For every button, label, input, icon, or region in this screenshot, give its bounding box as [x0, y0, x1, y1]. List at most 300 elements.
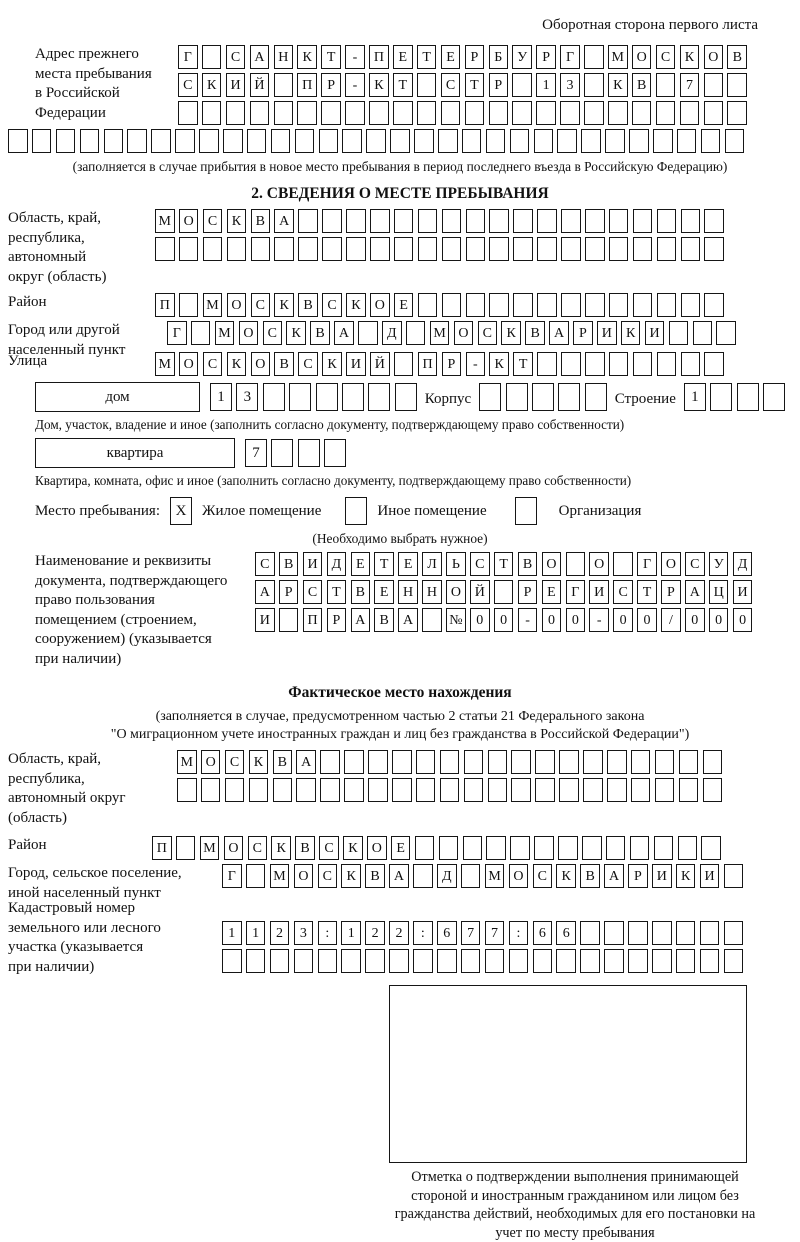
char-row[interactable]	[177, 750, 722, 774]
char-cell[interactable]: К	[343, 836, 363, 860]
char-cell[interactable]	[513, 209, 533, 233]
char-cell[interactable]: -	[518, 608, 538, 632]
char-cell[interactable]: К	[489, 352, 509, 376]
char-cell[interactable]: К	[556, 864, 576, 888]
char-cell[interactable]	[561, 293, 581, 317]
char-cell[interactable]	[179, 293, 199, 317]
char-cell[interactable]: К	[202, 73, 222, 97]
char-cell[interactable]: С	[255, 552, 275, 576]
char-cell[interactable]	[486, 836, 506, 860]
char-cell[interactable]: Т	[374, 552, 394, 576]
char-cell[interactable]	[464, 778, 484, 802]
char-cell[interactable]: Р	[518, 580, 538, 604]
char-cell[interactable]	[676, 949, 696, 973]
char-cell[interactable]	[509, 949, 529, 973]
char-cell[interactable]	[416, 778, 436, 802]
char-cell[interactable]: Г	[167, 321, 187, 345]
char-cell[interactable]: 0	[637, 608, 657, 632]
char-cell[interactable]	[609, 209, 629, 233]
checkbox-other-premises[interactable]	[345, 497, 367, 525]
char-cell[interactable]	[584, 101, 604, 125]
char-cell[interactable]	[297, 101, 317, 125]
char-cell[interactable]: А	[398, 608, 418, 632]
char-cell[interactable]: В	[632, 73, 652, 97]
char-cell[interactable]: М	[177, 750, 197, 774]
char-cell[interactable]: Н	[398, 580, 418, 604]
char-cell[interactable]: 1	[246, 921, 266, 945]
char-cell[interactable]: Б	[489, 45, 509, 69]
char-cell[interactable]	[479, 383, 501, 411]
char-row[interactable]	[152, 836, 721, 860]
char-cell[interactable]	[609, 237, 629, 261]
char-cell[interactable]: К	[680, 45, 700, 69]
char-cell[interactable]	[725, 129, 745, 153]
char-cell[interactable]: К	[369, 73, 389, 97]
char-cell[interactable]	[704, 101, 724, 125]
char-cell[interactable]	[442, 237, 462, 261]
char-cell[interactable]: А	[351, 608, 371, 632]
char-cell[interactable]	[633, 352, 653, 376]
char-cell[interactable]	[583, 778, 603, 802]
char-cell[interactable]	[724, 949, 744, 973]
char-cell[interactable]: С	[613, 580, 633, 604]
char-cell[interactable]	[225, 778, 245, 802]
char-cell[interactable]	[535, 750, 555, 774]
char-cell[interactable]: М	[155, 352, 175, 376]
char-cell[interactable]	[223, 129, 243, 153]
char-cell[interactable]: С	[533, 864, 553, 888]
char-cell[interactable]	[609, 352, 629, 376]
char-cell[interactable]	[631, 778, 651, 802]
char-cell[interactable]	[324, 439, 346, 467]
char-cell[interactable]	[710, 383, 732, 411]
char-cell[interactable]	[585, 293, 605, 317]
char-cell[interactable]	[613, 552, 633, 576]
char-cell[interactable]: 0	[566, 608, 586, 632]
char-cell[interactable]	[513, 237, 533, 261]
char-row[interactable]	[8, 129, 800, 153]
char-cell[interactable]	[652, 949, 672, 973]
char-cell[interactable]	[465, 101, 485, 125]
char-cell[interactable]: О	[239, 321, 259, 345]
char-cell[interactable]: Г	[566, 580, 586, 604]
char-cell[interactable]	[227, 237, 247, 261]
char-cell[interactable]: Г	[178, 45, 198, 69]
char-cell[interactable]	[559, 778, 579, 802]
char-cell[interactable]: И	[597, 321, 617, 345]
char-cell[interactable]	[462, 129, 482, 153]
char-cell[interactable]	[488, 750, 508, 774]
char-cell[interactable]	[271, 129, 291, 153]
char-cell[interactable]: О	[224, 836, 244, 860]
char-cell[interactable]	[557, 129, 577, 153]
char-cell[interactable]	[298, 209, 318, 233]
char-row[interactable]	[222, 949, 743, 973]
char-cell[interactable]: Е	[374, 580, 394, 604]
char-cell[interactable]	[585, 237, 605, 261]
char-cell[interactable]: М	[485, 864, 505, 888]
char-cell[interactable]: 6	[533, 921, 553, 945]
char-cell[interactable]	[418, 237, 438, 261]
char-cell[interactable]: В	[374, 608, 394, 632]
char-cell[interactable]	[607, 750, 627, 774]
char-cell[interactable]	[56, 129, 76, 153]
char-cell[interactable]: С	[478, 321, 498, 345]
char-cell[interactable]	[558, 836, 578, 860]
char-cell[interactable]: :	[413, 921, 433, 945]
char-cell[interactable]: 6	[556, 921, 576, 945]
char-cell[interactable]	[249, 778, 269, 802]
char-cell[interactable]	[513, 293, 533, 317]
char-cell[interactable]	[506, 383, 528, 411]
char-cell[interactable]	[724, 864, 744, 888]
char-cell[interactable]: Е	[391, 836, 411, 860]
char-cell[interactable]	[510, 836, 530, 860]
char-cell[interactable]: Т	[321, 45, 341, 69]
char-cell[interactable]	[274, 101, 294, 125]
char-cell[interactable]	[657, 209, 677, 233]
char-cell[interactable]	[250, 101, 270, 125]
char-cell[interactable]	[344, 778, 364, 802]
char-cell[interactable]	[656, 101, 676, 125]
char-cell[interactable]	[536, 101, 556, 125]
char-cell[interactable]	[32, 129, 52, 153]
char-cell[interactable]	[704, 352, 724, 376]
char-cell[interactable]	[274, 237, 294, 261]
char-cell[interactable]: С	[178, 73, 198, 97]
char-cell[interactable]	[393, 101, 413, 125]
char-cell[interactable]	[704, 237, 724, 261]
char-cell[interactable]: Й	[370, 352, 390, 376]
char-cell[interactable]: Р	[628, 864, 648, 888]
char-cell[interactable]	[202, 101, 222, 125]
char-cell[interactable]	[392, 778, 412, 802]
char-cell[interactable]: А	[685, 580, 705, 604]
char-cell[interactable]	[669, 321, 689, 345]
char-cell[interactable]	[560, 101, 580, 125]
char-cell[interactable]	[515, 497, 537, 525]
char-cell[interactable]: А	[250, 45, 270, 69]
char-cell[interactable]	[657, 237, 677, 261]
char-row[interactable]	[167, 321, 736, 345]
char-cell[interactable]: -	[589, 608, 609, 632]
char-cell[interactable]	[606, 836, 626, 860]
char-cell[interactable]	[191, 321, 211, 345]
char-row[interactable]	[178, 101, 747, 125]
char-cell[interactable]: С	[303, 580, 323, 604]
char-row[interactable]	[684, 383, 785, 411]
char-cell[interactable]	[417, 73, 437, 97]
char-cell[interactable]: А	[389, 864, 409, 888]
char-cell[interactable]	[537, 352, 557, 376]
char-cell[interactable]: 1	[536, 73, 556, 97]
char-cell[interactable]	[298, 439, 320, 467]
char-cell[interactable]: К	[608, 73, 628, 97]
char-cell[interactable]	[442, 209, 462, 233]
char-cell[interactable]: С	[226, 45, 246, 69]
char-cell[interactable]	[294, 949, 314, 973]
char-cell[interactable]	[418, 293, 438, 317]
char-cell[interactable]: 7	[461, 921, 481, 945]
char-cell[interactable]: В	[525, 321, 545, 345]
char-cell[interactable]: Е	[394, 293, 414, 317]
char-cell[interactable]: А	[334, 321, 354, 345]
char-cell[interactable]: К	[676, 864, 696, 888]
char-cell[interactable]: Н	[274, 45, 294, 69]
char-cell[interactable]: В	[274, 352, 294, 376]
char-cell[interactable]	[763, 383, 785, 411]
char-cell[interactable]: О	[542, 552, 562, 576]
char-cell[interactable]	[406, 321, 426, 345]
char-row[interactable]	[479, 383, 607, 411]
char-cell[interactable]	[561, 352, 581, 376]
char-cell[interactable]: 0	[542, 608, 562, 632]
char-cell[interactable]	[657, 352, 677, 376]
char-cell[interactable]: П	[152, 836, 172, 860]
char-cell[interactable]: С	[203, 209, 223, 233]
char-cell[interactable]: 2	[365, 921, 385, 945]
char-cell[interactable]	[680, 101, 700, 125]
char-cell[interactable]: В	[310, 321, 330, 345]
char-cell[interactable]: 3	[294, 921, 314, 945]
char-cell[interactable]: О	[179, 352, 199, 376]
char-cell[interactable]: О	[370, 293, 390, 317]
char-cell[interactable]	[703, 750, 723, 774]
char-cell[interactable]: О	[251, 352, 271, 376]
char-cell[interactable]	[251, 237, 271, 261]
char-cell[interactable]	[701, 129, 721, 153]
char-cell[interactable]: Й	[250, 73, 270, 97]
char-cell[interactable]: И	[346, 352, 366, 376]
char-cell[interactable]: М	[215, 321, 235, 345]
char-cell[interactable]	[270, 949, 290, 973]
char-cell[interactable]	[273, 778, 293, 802]
char-cell[interactable]	[580, 949, 600, 973]
char-cell[interactable]	[583, 750, 603, 774]
char-cell[interactable]	[440, 750, 460, 774]
char-cell[interactable]	[489, 101, 509, 125]
char-cell[interactable]	[318, 949, 338, 973]
char-cell[interactable]	[177, 778, 197, 802]
char-cell[interactable]: М	[430, 321, 450, 345]
char-cell[interactable]	[727, 101, 747, 125]
char-cell[interactable]	[389, 949, 409, 973]
checkbox-residential[interactable]	[170, 497, 192, 525]
char-cell[interactable]	[369, 101, 389, 125]
char-row[interactable]	[155, 209, 724, 233]
char-cell[interactable]: Е	[398, 552, 418, 576]
char-cell[interactable]	[416, 750, 436, 774]
char-cell[interactable]: 3	[560, 73, 580, 97]
char-cell[interactable]: Д	[733, 552, 753, 576]
char-cell[interactable]: Р	[465, 45, 485, 69]
char-cell[interactable]	[537, 237, 557, 261]
char-cell[interactable]: С	[248, 836, 268, 860]
char-cell[interactable]: В	[351, 580, 371, 604]
char-cell[interactable]	[394, 237, 414, 261]
char-cell[interactable]: Р	[573, 321, 593, 345]
char-cell[interactable]: 1	[222, 921, 242, 945]
char-cell[interactable]: М	[270, 864, 290, 888]
char-cell[interactable]: М	[200, 836, 220, 860]
char-cell[interactable]	[701, 836, 721, 860]
char-cell[interactable]	[370, 237, 390, 261]
char-cell[interactable]	[365, 949, 385, 973]
char-cell[interactable]: И	[652, 864, 672, 888]
char-cell[interactable]: И	[255, 608, 275, 632]
char-cell[interactable]: С	[322, 293, 342, 317]
char-cell[interactable]: Р	[489, 73, 509, 97]
char-cell[interactable]: 0	[613, 608, 633, 632]
char-cell[interactable]	[202, 45, 222, 69]
char-cell[interactable]	[704, 209, 724, 233]
char-cell[interactable]	[263, 383, 285, 411]
char-cell[interactable]	[703, 778, 723, 802]
char-cell[interactable]	[104, 129, 124, 153]
char-cell[interactable]: В	[273, 750, 293, 774]
char-cell[interactable]: Р	[327, 608, 347, 632]
char-cell[interactable]	[534, 129, 554, 153]
char-cell[interactable]	[535, 778, 555, 802]
char-cell[interactable]	[414, 129, 434, 153]
char-cell[interactable]: И	[589, 580, 609, 604]
char-row[interactable]	[245, 439, 346, 467]
char-cell[interactable]: Е	[351, 552, 371, 576]
char-cell[interactable]	[561, 209, 581, 233]
char-cell[interactable]	[632, 101, 652, 125]
char-cell[interactable]: №	[446, 608, 466, 632]
char-cell[interactable]	[441, 101, 461, 125]
char-row[interactable]	[210, 383, 417, 411]
char-cell[interactable]: В	[251, 209, 271, 233]
char-row[interactable]	[255, 552, 752, 576]
char-cell[interactable]	[438, 129, 458, 153]
char-cell[interactable]: Р	[661, 580, 681, 604]
char-row[interactable]	[222, 921, 743, 945]
char-cell[interactable]	[534, 836, 554, 860]
char-cell[interactable]	[511, 778, 531, 802]
char-cell[interactable]: С	[441, 73, 461, 97]
char-cell[interactable]: В	[298, 293, 318, 317]
char-cell[interactable]	[585, 209, 605, 233]
char-cell[interactable]: К	[227, 352, 247, 376]
char-cell[interactable]: 1	[341, 921, 361, 945]
char-cell[interactable]: Т	[494, 552, 514, 576]
char-cell[interactable]: Ц	[709, 580, 729, 604]
char-cell[interactable]: В	[365, 864, 385, 888]
char-cell[interactable]	[346, 237, 366, 261]
char-cell[interactable]	[607, 778, 627, 802]
char-cell[interactable]	[559, 750, 579, 774]
char-cell[interactable]	[394, 209, 414, 233]
char-cell[interactable]	[631, 750, 651, 774]
char-cell[interactable]: Г	[560, 45, 580, 69]
char-row[interactable]	[177, 778, 722, 802]
char-cell[interactable]: 1	[210, 383, 232, 411]
char-cell[interactable]: К	[621, 321, 641, 345]
char-cell[interactable]: К	[227, 209, 247, 233]
char-cell[interactable]	[201, 778, 221, 802]
char-cell[interactable]: -	[345, 73, 365, 97]
char-cell[interactable]	[319, 129, 339, 153]
char-cell[interactable]	[609, 293, 629, 317]
char-cell[interactable]: :	[509, 921, 529, 945]
char-cell[interactable]	[418, 209, 438, 233]
char-cell[interactable]	[413, 864, 433, 888]
char-cell[interactable]	[342, 129, 362, 153]
char-cell[interactable]: С	[225, 750, 245, 774]
char-cell[interactable]: К	[346, 293, 366, 317]
char-cell[interactable]: И	[303, 552, 323, 576]
char-cell[interactable]	[681, 209, 701, 233]
char-cell[interactable]: А	[274, 209, 294, 233]
char-cell[interactable]	[489, 237, 509, 261]
char-cell[interactable]	[633, 209, 653, 233]
char-cell[interactable]	[370, 209, 390, 233]
char-cell[interactable]	[464, 750, 484, 774]
char-cell[interactable]	[199, 129, 219, 153]
char-cell[interactable]	[693, 321, 713, 345]
char-cell[interactable]: А	[296, 750, 316, 774]
char-cell[interactable]: 3	[236, 383, 258, 411]
char-cell[interactable]	[681, 293, 701, 317]
char-cell[interactable]: Й	[470, 580, 490, 604]
char-cell[interactable]: О	[294, 864, 314, 888]
char-row[interactable]	[155, 352, 724, 376]
char-cell[interactable]	[8, 129, 28, 153]
char-cell[interactable]: -	[466, 352, 486, 376]
char-cell[interactable]	[345, 497, 367, 525]
char-cell[interactable]	[439, 836, 459, 860]
char-cell[interactable]: О	[632, 45, 652, 69]
char-cell[interactable]: М	[155, 209, 175, 233]
char-cell[interactable]: 2	[270, 921, 290, 945]
char-cell[interactable]: О	[201, 750, 221, 774]
char-cell[interactable]	[320, 778, 340, 802]
char-cell[interactable]: Р	[321, 73, 341, 97]
char-row[interactable]	[255, 608, 752, 632]
char-cell[interactable]	[179, 237, 199, 261]
char-cell[interactable]: И	[226, 73, 246, 97]
char-cell[interactable]	[633, 237, 653, 261]
char-cell[interactable]	[537, 209, 557, 233]
char-cell[interactable]: Д	[327, 552, 347, 576]
char-cell[interactable]	[628, 921, 648, 945]
char-cell[interactable]	[630, 836, 650, 860]
char-cell[interactable]: О	[661, 552, 681, 576]
char-cell[interactable]: К	[297, 45, 317, 69]
char-cell[interactable]	[724, 921, 744, 945]
char-cell[interactable]	[466, 237, 486, 261]
char-cell[interactable]	[155, 237, 175, 261]
char-cell[interactable]: Р	[442, 352, 462, 376]
char-cell[interactable]: Т	[513, 352, 533, 376]
char-cell[interactable]	[677, 129, 697, 153]
char-cell[interactable]	[676, 921, 696, 945]
char-cell[interactable]	[561, 237, 581, 261]
char-cell[interactable]: М	[203, 293, 223, 317]
char-cell[interactable]	[511, 750, 531, 774]
char-cell[interactable]	[422, 608, 442, 632]
char-cell[interactable]	[176, 836, 196, 860]
char-cell[interactable]	[178, 101, 198, 125]
char-row[interactable]	[155, 293, 724, 317]
char-cell[interactable]	[585, 352, 605, 376]
char-cell[interactable]	[368, 778, 388, 802]
char-cell[interactable]	[681, 237, 701, 261]
char-cell[interactable]	[127, 129, 147, 153]
char-cell[interactable]	[320, 750, 340, 774]
